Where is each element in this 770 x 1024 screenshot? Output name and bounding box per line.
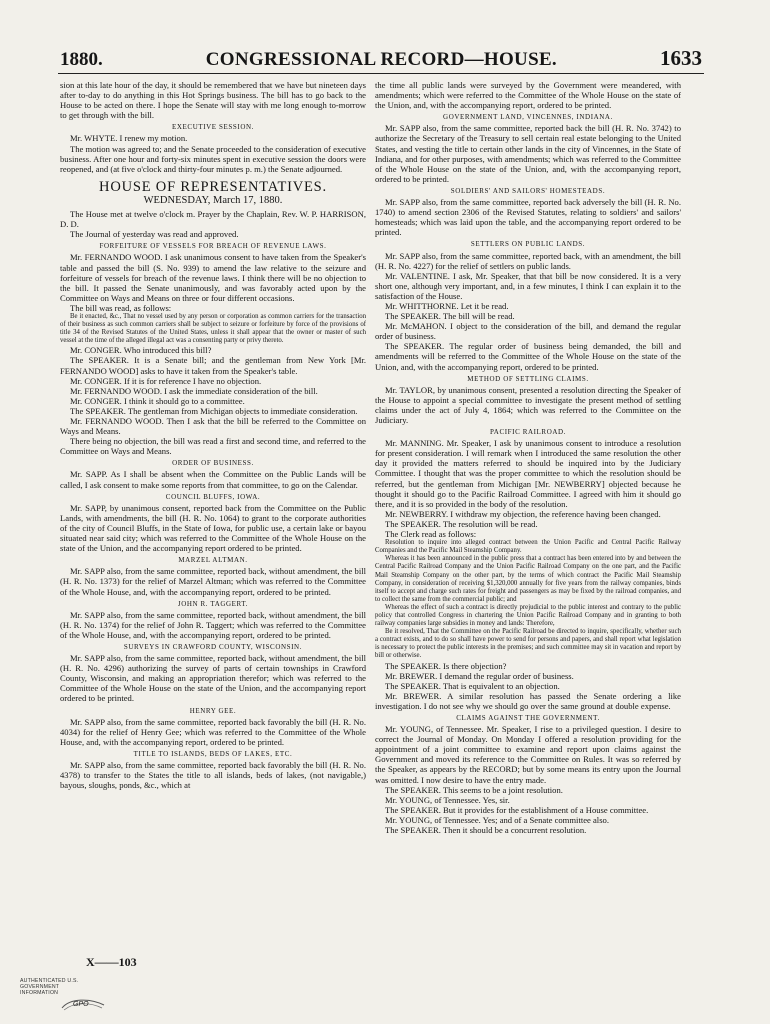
section-heading: METHOD OF SETTLING CLAIMS. bbox=[467, 374, 589, 383]
house-heading: HOUSE OF REPRESENTATIVES. bbox=[99, 178, 327, 195]
resolution-title: Resolution to inquire into alleged contract between the Union Pacific and Central Pacific Railway Companies and the Pacific Mail Steamship Company. bbox=[375, 539, 681, 555]
paragraph: The bill was read, as follows: bbox=[70, 302, 172, 313]
paragraph: Mr. VALENTINE. I ask, Mr. Speaker, that that bill be now considered. It is a very short one, although very important, and, in a few minutes, I think I can explain it to the satisfaction of the House. bbox=[375, 270, 681, 301]
paragraph: Mr. SAPP also, from the same committee, reported back, with an amendment, the bill (H. R. No. 4227) for the relief of settlers on public lands. bbox=[375, 250, 681, 271]
gpo-authentication-text: AUTHENTICATED U.S. GOVERNMENT INFORMATION bbox=[20, 978, 79, 996]
header-year: 1880. bbox=[60, 49, 103, 70]
paragraph: The House met at twelve o'clock m. Prayer by the Chaplain, Rev. W. P. HARRISON, D. D. bbox=[60, 209, 366, 230]
paragraph: The SPEAKER. The resolution will be read. bbox=[385, 518, 538, 529]
paragraph: The SPEAKER. Is there objection? bbox=[385, 660, 507, 671]
paragraph: The SPEAKER. This seems to be a joint resolution. bbox=[385, 784, 563, 795]
paragraph: The Journal of yesterday was read and approved. bbox=[70, 229, 239, 240]
paragraph: Mr. FERNANDO WOOD. Then I ask that the bill be referred to the Committee on Ways and Means. bbox=[60, 416, 366, 437]
paragraph: Mr. WHITTHORNE. Let it be read. bbox=[385, 300, 509, 311]
paragraph: Mr. TAYLOR, by unanimous consent, presented a resolution directing the Speaker of the House to appoint a special committee to investigate the present method of settling claims under the act of July 4, 1864; which was referred to the Committee on the Judiciary. bbox=[375, 384, 681, 425]
section-heading: MARZEL ALTMAN. bbox=[178, 556, 248, 565]
paragraph: Mr. SAPP. As I shall be absent when the Committee on the Public Lands will be called, I ask consent to make some reports from that committee, to go on the Calendar. bbox=[60, 469, 366, 490]
paragraph: The SPEAKER. Then it should be a concurrent resolution. bbox=[385, 825, 587, 836]
section-heading: SURVEYS IN CRAWFORD COUNTY, WISCONSIN. bbox=[123, 642, 303, 651]
paragraph: Mr. YOUNG, of Tennessee. Mr. Speaker, I rise to a privileged question. I desire to correct the Journal of Monday. On Monday I offered a resolution providing for the appointment of a joint committee to examine and report upon claims against the Government and moved its reference to the Committee on Rules. It was so referred by the Speaker, as appears by the RECORD; but by some means its entry upon the Journal was omitted. I now desire to have the entry made. bbox=[375, 724, 681, 785]
paragraph: Mr. SAPP, by unanimous consent, reported back from the Committee on the Public Lands, with amendments, the bill (H. R. No. 1064) to grant to the corporate authorities of the city of Council Bluffs, in the State of Iowa, for public use, a certain lake or bayou situated near said city; which was referred to the Committee of the Whole House on the state of the Union, and the accompanying report ordered to be printed. bbox=[60, 502, 366, 554]
paragraph: The SPEAKER. The regular order of business being demanded, the bill and amendments will be referred to the Committee of the Whole House on the state of the Union, and, with the accompanying report, ordered to be printed. bbox=[375, 341, 681, 372]
paragraph: The SPEAKER. It is a Senate bill; and the gentleman from New York [Mr. FERNANDO WOOD] asks to have it taken from the Speaker's table. bbox=[60, 355, 366, 376]
paragraph: The SPEAKER. The gentleman from Michigan objects to immediate consideration. bbox=[70, 405, 358, 416]
paragraph: Mr. YOUNG, of Tennessee. Yes; and of a Senate committee also. bbox=[385, 814, 609, 825]
paragraph: sion at this late hour of the day, it should be remembered that we have but nineteen days after to-day to do anything in this Hot Springs business. The bill has to go back to the House to be acted on there. I hope the Senate will stay with me long enough to-morrow to get through with the bill. bbox=[60, 80, 366, 121]
page-header bbox=[60, 46, 702, 72]
gpo-seal-icon bbox=[60, 996, 106, 1014]
section-heading: TITLE TO ISLANDS, BEDS OF LAKES, ETC. bbox=[133, 749, 293, 758]
paragraph: The SPEAKER. But it provides for the establishment of a House committee. bbox=[385, 804, 649, 815]
paragraph: Mr. SAPP also, from the same committee, reported back favorably the bill (H. R. No. 4034) for the relief of Henry Gee; which was referred to the Committee of the Whole House, and, with the accompanying report, ordered to be printed. bbox=[60, 716, 366, 747]
header-rule bbox=[58, 73, 704, 74]
paragraph: Mr. SAPP also, from the same committee, reported back, without amendment, the bill (H. R. No. 4296) authorizing the survey of parts of certain townships in Crawford County, Wisconsin, and making an appropriation therefor; which was referred to the Committee of the Whole House on the state of the Union, and the accompanying report ordered to be printed. bbox=[60, 653, 366, 704]
left-column bbox=[60, 80, 366, 952]
paragraph: Mr. NEWBERRY. I withdraw my objection, the reference having been changed. bbox=[385, 508, 661, 519]
section-heading: SETTLERS ON PUBLIC LANDS. bbox=[470, 240, 586, 249]
paragraph: There being no objection, the bill was read a first and second time, and referred to the Committee on Ways and Means. bbox=[60, 436, 366, 457]
section-heading: JOHN R. TAGGERT. bbox=[177, 599, 249, 608]
section-heading: GOVERNMENT LAND, VINCENNES, INDIANA. bbox=[443, 113, 613, 122]
gpo-logo-text: GPO bbox=[73, 1001, 89, 1008]
bill-text: Be it enacted, &c., That no vessel used by any person or corporation as common carriers for the transaction of their business as such common carriers shall be subject to seizure or forfeiture by force of the provisions of title 34 of the Revised Statutes of the United States, unless it shall appear that the owner or master of such vessel at the time of the alleged illegal act was a consenting party or privy thereto. bbox=[60, 312, 366, 345]
paragraph: Mr. FERNANDO WOOD. I ask the immediate consideration of the bill. bbox=[70, 385, 318, 396]
section-heading: CLAIMS AGAINST THE GOVERNMENT. bbox=[456, 714, 600, 722]
paragraph: the time all public lands were surveyed by the Government were meandered, with amendments; which were referred to the Committee of the Whole House on the state of the Union, and, with the accompanying report, ordered to be printed. bbox=[375, 80, 681, 111]
paragraph: Mr. WHYTE. I renew my motion. bbox=[70, 133, 188, 144]
section-heading: SOLDIERS' AND SAILORS' HOMESTEADS. bbox=[450, 186, 606, 195]
section-heading: EXECUTIVE SESSION. bbox=[172, 123, 254, 132]
paragraph: Mr. CONGER. I think it should go to a committee. bbox=[70, 395, 245, 406]
paragraph: The Clerk read as follows: bbox=[385, 529, 477, 540]
paragraph: Mr. MANNING. Mr. Speaker, I ask by unanimous consent to introduce a resolution for present consideration. I will remark when I introduced the same resolution the other day it provided the matters referred to should be inquired into by the Judiciary Committee. I thought that was the proper committee to which the resolution should be referred, but the gentleman from Michigan [Mr. NEWBERRY] objected because he thought it should go to the Pacific Railroad Committee. I agreed with him it should go there, and it is so provided in the body of the resolution. bbox=[375, 438, 681, 509]
section-heading: FORFEITURE OF VESSELS FOR BREACH OF REVENUE LAWS. bbox=[99, 242, 327, 251]
header-page-number: 1633 bbox=[659, 46, 702, 70]
paragraph: Mr. McMAHON. I object to the consideration of the bill, and demand the regular order of business. bbox=[375, 321, 681, 342]
paragraph: Mr. SAPP also, from the same committee, reported back favorably the bill (H. R. No. 4378) to transfer to the States the title to all islands, beds of lakes, (not navigable,) bayous, sloughs, ponds, &c., which at bbox=[60, 760, 366, 791]
paragraph: Mr. FERNANDO WOOD. I ask unanimous consent to have taken from the Speaker's table and passed the bill (S. No. 939) to amend the law relative to the seizure and forfeiture of vessels for breach of the revenue laws. I think there will be no objection to the bill. It passed the Senate unanimously, and was favorably acted upon by the Committee on Ways and Means on three or four different occasions. bbox=[60, 252, 366, 303]
section-heading: HENRY GEE. bbox=[189, 706, 237, 715]
paragraph: Mr. SAPP also, from the same committee, reported back, without amendment, the bill (H. R. No. 1373) for the relief of Marzel Altman; which was referred to the Committee of the Whole House, and, with the accompanying report, ordered to be printed. bbox=[60, 566, 366, 597]
section-heading: PACIFIC RAILROAD. bbox=[489, 428, 567, 437]
paragraph: Mr. SAPP also, from the same committee, reported back the bill (H. R. No. 3742) to authorize the Secretary of the Treasury to sell certain real estate belonging to the United States, and vesting the title to certain other lands in the city of Vincennes, in the State of Indiana, and for other purposes, with amendments; which was referred to the Committee of the Whole House on the state of the Union, and, with the accompanying report, ordered to be printed. bbox=[375, 123, 681, 184]
paragraph: Mr. CONGER. Who introduced this bill? bbox=[70, 345, 212, 356]
header-title: CONGRESSIONAL RECORD—HOUSE. bbox=[205, 49, 557, 70]
paragraph: The SPEAKER. The bill will be read. bbox=[385, 311, 515, 322]
section-heading: COUNCIL BLUFFS, IOWA. bbox=[165, 492, 261, 501]
right-column bbox=[375, 80, 681, 958]
resolution-text: Whereas it has been announced in the public press that a contract has been entered into by and between the Central Pacific Railroad Company and the Union Pacific Railroad Company on the one part, and the Pacific Mail Steamship Company on the other part, by the terms of which contract the Pacific Mail Steamship Company, in consideration of receiving $1,320,000 annually for five years from the railway companies, binds itself to accept and charge such rates for freight and passengers as may be fixed by the railroad companies, and to collect the same from the commercial public; and bbox=[375, 555, 681, 603]
paragraph: Mr. CONGER. If it is for reference I have no objection. bbox=[70, 375, 262, 386]
signature-mark: X——103 bbox=[86, 955, 137, 969]
paragraph: The motion was agreed to; and the Senate proceeded to the consideration of executive business. After one hour and forty-six minutes spent in executive session the doors were reopened, and (at five o'clock and thirty-four minutes p. m.) the Senate adjourned. bbox=[60, 143, 366, 174]
paragraph: Mr. SAPP also, from the same committee, reported back adversely the bill (H. R. No. 1740) to amend section 2306 of the Revised Statutes, relating to soldiers' and sailors' homesteads; which was laid upon the table, and the accompanying report ordered to be printed. bbox=[375, 197, 681, 238]
paragraph: Mr. SAPP also, from the same committee, reported back, without amendment, the bill (H. R. No. 1374) for the relief of John R. Taggert; which was referred to the Committee of the Whole House, and, with the accompanying report, ordered to be printed. bbox=[60, 609, 366, 640]
paragraph: Mr. BREWER. A similar resolution has passed the Senate ordering a like investigation. I do not see why we should go over the same ground at double expense. bbox=[375, 690, 681, 711]
paragraph: The SPEAKER. That is equivalent to an objection. bbox=[385, 680, 560, 691]
paragraph: Mr. YOUNG, of Tennessee. Yes, sir. bbox=[385, 794, 510, 805]
section-heading: ORDER OF BUSINESS. bbox=[172, 459, 254, 468]
dateline: WEDNESDAY, March 17, 1880. bbox=[143, 194, 283, 206]
resolution-text: Whereas the effect of such a contract is directly prejudicial to the public interest and contrary to the public policy that controlled Congress in chartering the Union Pacific Railroad Company and in granting to both railway companies large subsidies in money and lands: Therefore, bbox=[375, 603, 681, 628]
paragraph: Mr. BREWER. I demand the regular order of business. bbox=[385, 670, 574, 681]
resolution-text: Be it resolved, That the Committee on the Pacific Railroad be directed to inquire, specifically, whether such a contract exists, and to do so shall have power to send for persons and papers, and shall report what legislation is necessary to protect the public interests in the premises; and such committee may sit in vacation and report by bill or otherwise. bbox=[375, 628, 681, 660]
